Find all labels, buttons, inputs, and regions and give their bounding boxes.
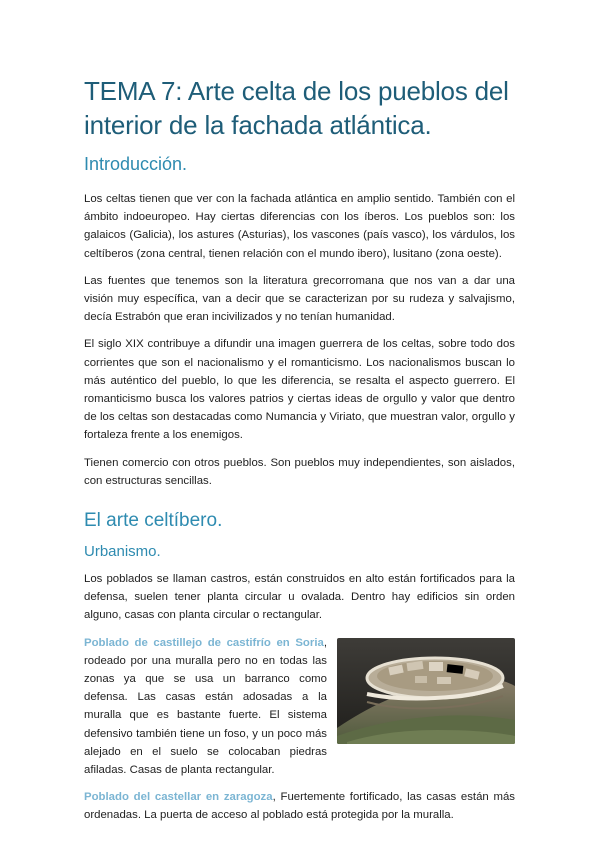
intro-paragraph-3: El siglo XIX contribuye a difundir una imagen guerrera de los celtas, sobre todo dos corrientes que son el nacionalismo y el romanticismo. Los nacionalismos buscan lo más auténtico del pueblo, lo que les diferencia, se resalta el aspecto guerrero. El romanticismo busca los valores patrios y ciertas ideas de orgullo y valor que dentro de los celtas son destacadas como Numancia y Viriato, que muestran valor, orgullo y fortaleza frente a los enemigos. [84,338,515,442]
castillejo-link[interactable]: Poblado de castillejo de castifrío en Soria [84,636,324,649]
urbanismo-paragraph-3 [84,788,515,824]
intro-heading: Introducción. [84,154,188,174]
castro-model-illustration [337,638,515,744]
urbanismo-paragraph-2 [84,634,515,780]
castellar-link[interactable]: Poblado del castellar en zaragoza [84,791,273,804]
intro-paragraph-2: Las fuentes que tenemos son la literatura grecorromana que nos van a dar una visión muy específica, van a decir que se caracterizan por su rudeza y salvajismo, decía Estrabón que eran incivilizados y no tenían humanidad. [84,274,515,324]
section-heading: El arte celtíbero. [84,510,223,532]
intro-paragraph-4: Tienen comercio con otros pueblos. Son pueblos muy independientes, son aislados, con estructuras sencillas. [84,456,515,487]
castro-model-image [337,638,515,744]
intro-paragraph-1: Los celtas tienen que ver con la fachada atlántica en amplio sentido. También con el ámbito indoeuropeo. Hay ciertas diferencias con los íberos. Los pueblos son: los galaicos (Galicia), los astures (Asturias), los vascones (país vasco), los várdulos, los celtíberos (zona central, tienen relación con el mundo ibero), lusitano (zona oeste). [84,193,515,260]
section-subheading: Urbanismo. [84,543,161,561]
castellar-text: , Fuertemente fortificado, las casas están más ordenadas. La puerta de acceso al poblado está protegida por la muralla. [84,791,515,822]
castillejo-text: , rodeado por una muralla pero no en todas las zonas ya que se usa un barranco como defensa. Las casas están adosadas a la muralla que es bastante fuerte. El sistema defensivo también tiene un foso, y un poco más alejado en el suelo se colocaban piedras afiladas. Casas de planta rectangular. [84,636,327,777]
urbanismo-paragraph-1: Los poblados se llaman castros, están construidos en alto están fortificados para la defensa, suelen tener planta circular u ovalada. Dentro hay edificios sin orden alguno, casas con planta circular o rectangular. [84,573,515,622]
page-title: TEMA 7: Arte celta de los pueblos del interior de la fachada atlántica. [84,76,509,140]
